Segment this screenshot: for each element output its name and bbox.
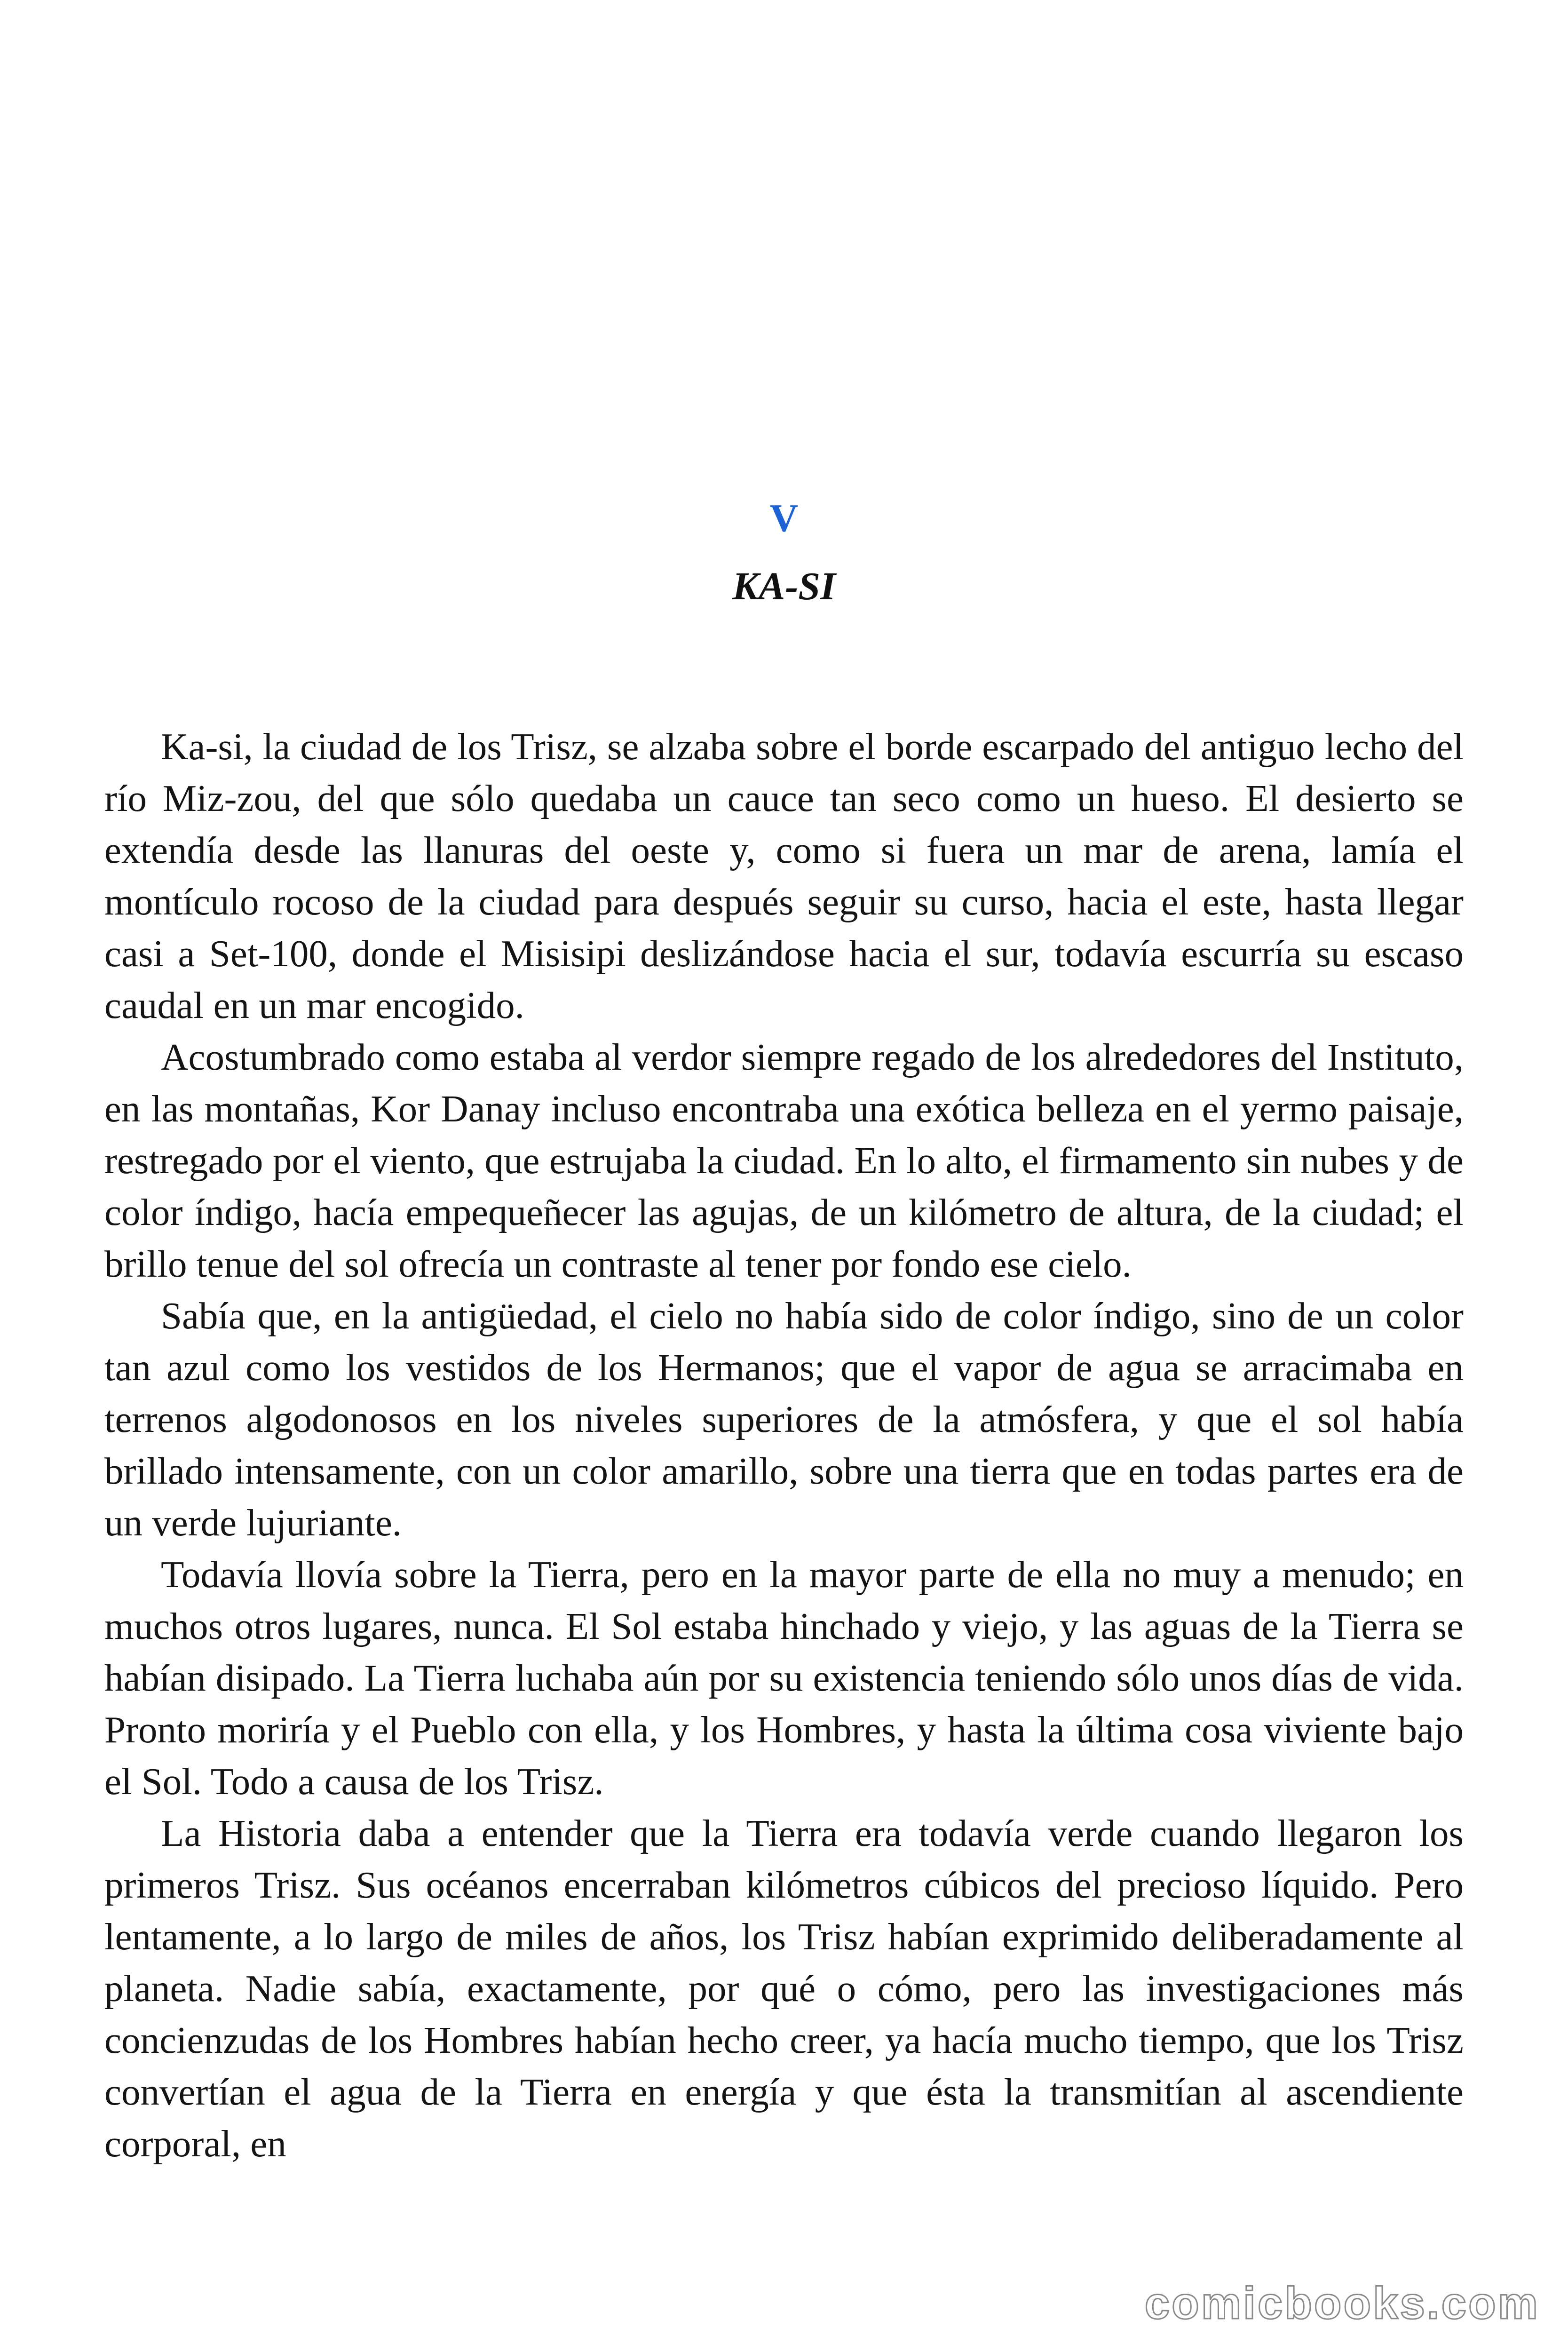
paragraph: Todavía llovía sobre la Tierra, pero en la mayor parte de ella no muy a menudo; en muchos otros lugares, nunca. El Sol estaba hinchado y viejo, y las aguas de la Tierra se habían disipado. La Tierra luchaba aún por su existencia teniendo sólo unos días de vida. Pronto moriría y el Pueblo con ella, y los Hombres, y hasta la última cosa viviente bajo el Sol. Todo a causa de los Trisz. (104, 1553, 1464, 1803)
paragraph: Ka-si, la ciudad de los Trisz, se alzaba sobre el borde escarpado del antiguo lecho del río Miz-zou, del que sólo quedaba un cauce tan seco como un hueso. El desierto se extendía desde las llanuras del oeste y, como si fuera un mar de arena, lamía el montículo rocoso de la ciudad para después seguir su curso, hacia el este, hasta llegar casi a Set-100, donde el Misisipi deslizándose hacia el sur, todavía escurría su escaso caudal en un mar encogido. (104, 725, 1464, 1026)
paragraph: Acostumbrado como estaba al verdor siempre regado de los alrededores del Instituto, en las montañas, Kor Danay incluso encontraba una exótica belleza en el yermo paisaje, restregado por el viento, que estrujaba la ciudad. En lo alto, el firmamento sin nubes y de color índigo, hacía empequeñecer las agujas, de un kilómetro de altura, de la ciudad; el brillo tenue del sol ofrecía un contraste al tener por fondo ese cielo. (104, 1036, 1464, 1285)
paragraph: Sabía que, en la antigüedad, el cielo no había sido de color índigo, sino de un color tan azul como los vestidos de los Hermanos; que el vapor de agua se arracimaba en terrenos algodonosos en los niveles superiores de la atmósfera, y que el sol había brillado intensamente, con un color amarillo, sobre una tierra que en todas partes era de un verde lujuriante. (104, 1295, 1464, 1544)
chapter-body (104, 721, 1464, 2169)
watermark: comicbooks.com (1144, 2278, 1540, 2328)
chapter-number: V (769, 496, 799, 540)
chapter-title: KA-SI (732, 564, 836, 608)
paragraph: La Historia daba a entender que la Tierra era todavía verde cuando llegaron los primeros Trisz. Sus océanos encerraban kilómetros cúbicos del precioso líquido. Pero lentamente, a lo largo de miles de años, los Trisz habían exprimido deliberadamente al planeta. Nadie sabía, exactamente, por qué o cómo, pero las investigaciones más concienzudas de los Hombres habían hecho creer, ya hacía mucho tiempo, que los Trisz convertían el agua de la Tierra en energía y que ésta la transmitían al ascendiente corporal, en (104, 1812, 1464, 2165)
